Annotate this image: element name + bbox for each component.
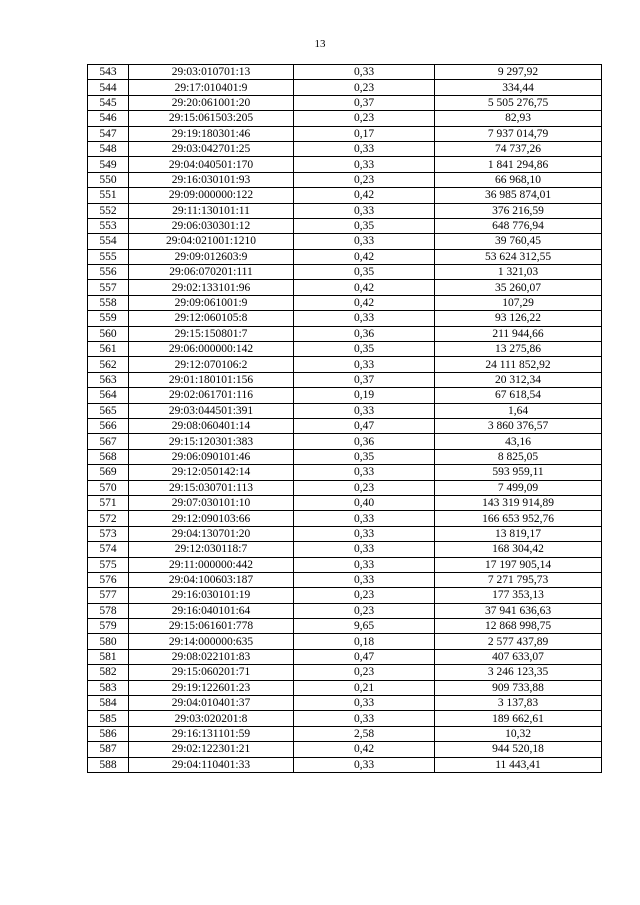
rate-cell: 0,33 <box>294 542 435 557</box>
amount-cell: 166 653 952,76 <box>435 511 602 526</box>
table-row <box>88 449 602 464</box>
row-number-cell: 544 <box>88 80 129 95</box>
cadastral-number-cell: 29:16:131101:59 <box>129 726 294 741</box>
row-number-cell: 555 <box>88 249 129 264</box>
cadastral-number-cell: 29:16:040101:64 <box>129 603 294 618</box>
table-row <box>88 588 602 603</box>
cadastral-number-cell: 29:06:070201:111 <box>129 265 294 280</box>
row-number-cell: 582 <box>88 665 129 680</box>
rate-cell: 0,33 <box>294 403 435 418</box>
amount-cell: 7 499,09 <box>435 480 602 495</box>
amount-cell: 143 319 914,89 <box>435 495 602 510</box>
table-row <box>88 372 602 387</box>
row-number-cell: 570 <box>88 480 129 495</box>
rate-cell: 0,33 <box>294 557 435 572</box>
row-number-cell: 545 <box>88 95 129 110</box>
rate-cell: 0,36 <box>294 434 435 449</box>
amount-cell: 107,29 <box>435 295 602 310</box>
table-row <box>88 141 602 156</box>
row-number-cell: 576 <box>88 572 129 587</box>
cadastral-number-cell: 29:06:000000:142 <box>129 342 294 357</box>
cadastral-number-cell: 29:09:061001:9 <box>129 295 294 310</box>
row-number-cell: 543 <box>88 65 129 80</box>
cadastral-number-cell: 29:15:030701:113 <box>129 480 294 495</box>
rate-cell: 0,18 <box>294 634 435 649</box>
table-row <box>88 465 602 480</box>
table-row <box>88 665 602 680</box>
cadastral-number-cell: 29:15:120301:383 <box>129 434 294 449</box>
rate-cell: 0,17 <box>294 126 435 141</box>
table-row <box>88 357 602 372</box>
cadastral-number-cell: 29:01:180101:156 <box>129 372 294 387</box>
rate-cell: 0,33 <box>294 65 435 80</box>
rate-cell: 0,33 <box>294 572 435 587</box>
row-number-cell: 569 <box>88 465 129 480</box>
cadastral-number-cell: 29:03:042701:25 <box>129 141 294 156</box>
page-number: 13 <box>314 38 326 50</box>
amount-cell: 82,93 <box>435 111 602 126</box>
rate-cell: 0,33 <box>294 511 435 526</box>
amount-cell: 10,32 <box>435 726 602 741</box>
table-row <box>88 188 602 203</box>
amount-cell: 5 505 276,75 <box>435 95 602 110</box>
cadastral-number-cell: 29:03:010701:13 <box>129 65 294 80</box>
row-number-cell: 585 <box>88 711 129 726</box>
cadastral-number-cell: 29:15:061503:205 <box>129 111 294 126</box>
table-row <box>88 311 602 326</box>
row-number-cell: 558 <box>88 295 129 310</box>
rate-cell: 0,47 <box>294 649 435 664</box>
rate-cell: 0,23 <box>294 172 435 187</box>
table-row <box>88 619 602 634</box>
amount-cell: 39 760,45 <box>435 234 602 249</box>
table-row <box>88 572 602 587</box>
amount-cell: 3 246 123,35 <box>435 665 602 680</box>
row-number-cell: 563 <box>88 372 129 387</box>
rate-cell: 0,42 <box>294 249 435 264</box>
row-number-cell: 565 <box>88 403 129 418</box>
cadastral-number-cell: 29:02:133101:96 <box>129 280 294 295</box>
cadastral-number-cell: 29:15:061601:778 <box>129 619 294 634</box>
amount-cell: 177 353,13 <box>435 588 602 603</box>
row-number-cell: 572 <box>88 511 129 526</box>
table-row <box>88 265 602 280</box>
amount-cell: 24 111 852,92 <box>435 357 602 372</box>
rate-cell: 0,36 <box>294 326 435 341</box>
table-row <box>88 388 602 403</box>
row-number-cell: 554 <box>88 234 129 249</box>
rate-cell: 0,37 <box>294 372 435 387</box>
rate-cell: 0,33 <box>294 157 435 172</box>
rate-cell: 0,42 <box>294 280 435 295</box>
rate-cell: 0,33 <box>294 757 435 772</box>
amount-cell: 1 321,03 <box>435 265 602 280</box>
rate-cell: 0,33 <box>294 711 435 726</box>
cadastral-number-cell: 29:12:050142:14 <box>129 465 294 480</box>
rate-cell: 0,35 <box>294 449 435 464</box>
amount-cell: 8 825,05 <box>435 449 602 464</box>
row-number-cell: 547 <box>88 126 129 141</box>
table-row <box>88 557 602 572</box>
amount-cell: 593 959,11 <box>435 465 602 480</box>
amount-cell: 1,64 <box>435 403 602 418</box>
table-row <box>88 480 602 495</box>
cadastral-number-cell: 29:03:020201:8 <box>129 711 294 726</box>
table-row <box>88 418 602 433</box>
rate-cell: 0,23 <box>294 665 435 680</box>
table-row <box>88 542 602 557</box>
table-row <box>88 249 602 264</box>
row-number-cell: 553 <box>88 218 129 233</box>
rate-cell: 2,58 <box>294 726 435 741</box>
amount-cell: 189 662,61 <box>435 711 602 726</box>
rate-cell: 0,33 <box>294 465 435 480</box>
amount-cell: 3 137,83 <box>435 696 602 711</box>
table-row <box>88 157 602 172</box>
cadastral-number-cell: 29:16:030101:19 <box>129 588 294 603</box>
rate-cell: 0,42 <box>294 188 435 203</box>
cadastral-number-cell: 29:03:044501:391 <box>129 403 294 418</box>
cadastral-number-cell: 29:04:130701:20 <box>129 526 294 541</box>
table-row <box>88 711 602 726</box>
row-number-cell: 575 <box>88 557 129 572</box>
rate-cell: 0,42 <box>294 742 435 757</box>
rate-cell: 0,21 <box>294 680 435 695</box>
amount-cell: 648 776,94 <box>435 218 602 233</box>
row-number-cell: 567 <box>88 434 129 449</box>
cadastral-number-cell: 29:20:061001:20 <box>129 95 294 110</box>
table-row <box>88 111 602 126</box>
rate-cell: 0,33 <box>294 311 435 326</box>
cadastral-number-cell: 29:12:060105:8 <box>129 311 294 326</box>
cadastral-number-cell: 29:04:100603:187 <box>129 572 294 587</box>
amount-cell: 74 737,26 <box>435 141 602 156</box>
rate-cell: 9,65 <box>294 619 435 634</box>
table-row <box>88 234 602 249</box>
row-number-cell: 551 <box>88 188 129 203</box>
table-row <box>88 742 602 757</box>
table-row <box>88 203 602 218</box>
table-body <box>88 65 602 773</box>
row-number-cell: 552 <box>88 203 129 218</box>
rate-cell: 0,33 <box>294 357 435 372</box>
amount-cell: 168 304,42 <box>435 542 602 557</box>
amount-cell: 11 443,41 <box>435 757 602 772</box>
cadastral-number-cell: 29:02:122301:21 <box>129 742 294 757</box>
amount-cell: 7 937 014,79 <box>435 126 602 141</box>
registry-table <box>87 64 602 773</box>
amount-cell: 66 968,10 <box>435 172 602 187</box>
rate-cell: 0,33 <box>294 696 435 711</box>
rate-cell: 0,47 <box>294 418 435 433</box>
amount-cell: 20 312,34 <box>435 372 602 387</box>
cadastral-number-cell: 29:11:000000:442 <box>129 557 294 572</box>
table-row <box>88 434 602 449</box>
row-number-cell: 548 <box>88 141 129 156</box>
cadastral-number-cell: 29:08:060401:14 <box>129 418 294 433</box>
cadastral-number-cell: 29:17:010401:9 <box>129 80 294 95</box>
rate-cell: 0,33 <box>294 203 435 218</box>
table-row <box>88 696 602 711</box>
cadastral-number-cell: 29:09:012603:9 <box>129 249 294 264</box>
rate-cell: 0,19 <box>294 388 435 403</box>
table-row <box>88 295 602 310</box>
amount-cell: 93 126,22 <box>435 311 602 326</box>
table-row <box>88 634 602 649</box>
table-row <box>88 218 602 233</box>
amount-cell: 211 944,66 <box>435 326 602 341</box>
row-number-cell: 584 <box>88 696 129 711</box>
row-number-cell: 568 <box>88 449 129 464</box>
row-number-cell: 556 <box>88 265 129 280</box>
table-row <box>88 495 602 510</box>
cadastral-number-cell: 29:06:090101:46 <box>129 449 294 464</box>
cadastral-number-cell: 29:04:010401:37 <box>129 696 294 711</box>
table-row <box>88 757 602 772</box>
rate-cell: 0,23 <box>294 603 435 618</box>
table-row <box>88 342 602 357</box>
rate-cell: 0,33 <box>294 141 435 156</box>
table-row <box>88 511 602 526</box>
rate-cell: 0,33 <box>294 234 435 249</box>
row-number-cell: 588 <box>88 757 129 772</box>
amount-cell: 407 633,07 <box>435 649 602 664</box>
row-number-cell: 550 <box>88 172 129 187</box>
table-row <box>88 126 602 141</box>
cadastral-number-cell: 29:09:000000:122 <box>129 188 294 203</box>
cadastral-number-cell: 29:02:061701:116 <box>129 388 294 403</box>
amount-cell: 909 733,88 <box>435 680 602 695</box>
amount-cell: 944 520,18 <box>435 742 602 757</box>
row-number-cell: 574 <box>88 542 129 557</box>
rate-cell: 0,35 <box>294 265 435 280</box>
row-number-cell: 580 <box>88 634 129 649</box>
cadastral-number-cell: 29:07:030101:10 <box>129 495 294 510</box>
row-number-cell: 559 <box>88 311 129 326</box>
table-row <box>88 80 602 95</box>
amount-cell: 13 819,17 <box>435 526 602 541</box>
cadastral-number-cell: 29:16:030101:93 <box>129 172 294 187</box>
row-number-cell: 557 <box>88 280 129 295</box>
table-row <box>88 403 602 418</box>
row-number-cell: 573 <box>88 526 129 541</box>
table-row <box>88 172 602 187</box>
amount-cell: 12 868 998,75 <box>435 619 602 634</box>
row-number-cell: 562 <box>88 357 129 372</box>
table-row <box>88 726 602 741</box>
amount-cell: 67 618,54 <box>435 388 602 403</box>
rate-cell: 0,40 <box>294 495 435 510</box>
row-number-cell: 583 <box>88 680 129 695</box>
amount-cell: 9 297,92 <box>435 65 602 80</box>
cadastral-number-cell: 29:15:150801:7 <box>129 326 294 341</box>
amount-cell: 36 985 874,01 <box>435 188 602 203</box>
amount-cell: 17 197 905,14 <box>435 557 602 572</box>
amount-cell: 2 577 437,89 <box>435 634 602 649</box>
table-row <box>88 280 602 295</box>
amount-cell: 3 860 376,57 <box>435 418 602 433</box>
amount-cell: 1 841 294,86 <box>435 157 602 172</box>
rate-cell: 0,42 <box>294 295 435 310</box>
amount-cell: 37 941 636,63 <box>435 603 602 618</box>
cadastral-number-cell: 29:12:090103:66 <box>129 511 294 526</box>
row-number-cell: 549 <box>88 157 129 172</box>
cadastral-number-cell: 29:19:180301:46 <box>129 126 294 141</box>
table-row <box>88 526 602 541</box>
row-number-cell: 564 <box>88 388 129 403</box>
amount-cell: 334,44 <box>435 80 602 95</box>
row-number-cell: 578 <box>88 603 129 618</box>
cadastral-number-cell: 29:08:022101:83 <box>129 649 294 664</box>
amount-cell: 43,16 <box>435 434 602 449</box>
table-row <box>88 649 602 664</box>
rate-cell: 0,37 <box>294 95 435 110</box>
table-row <box>88 326 602 341</box>
amount-cell: 53 624 312,55 <box>435 249 602 264</box>
rate-cell: 0,33 <box>294 526 435 541</box>
rate-cell: 0,23 <box>294 80 435 95</box>
row-number-cell: 571 <box>88 495 129 510</box>
amount-cell: 376 216,59 <box>435 203 602 218</box>
amount-cell: 35 260,07 <box>435 280 602 295</box>
cadastral-number-cell: 29:04:021001:1210 <box>129 234 294 249</box>
cadastral-number-cell: 29:12:030118:7 <box>129 542 294 557</box>
row-number-cell: 560 <box>88 326 129 341</box>
cadastral-number-cell: 29:14:000000:635 <box>129 634 294 649</box>
table-row <box>88 65 602 80</box>
table-row <box>88 95 602 110</box>
amount-cell: 7 271 795,73 <box>435 572 602 587</box>
row-number-cell: 586 <box>88 726 129 741</box>
cadastral-number-cell: 29:04:110401:33 <box>129 757 294 772</box>
table-row <box>88 603 602 618</box>
rate-cell: 0,35 <box>294 342 435 357</box>
row-number-cell: 581 <box>88 649 129 664</box>
row-number-cell: 579 <box>88 619 129 634</box>
row-number-cell: 587 <box>88 742 129 757</box>
rate-cell: 0,23 <box>294 111 435 126</box>
rate-cell: 0,23 <box>294 588 435 603</box>
row-number-cell: 577 <box>88 588 129 603</box>
rate-cell: 0,35 <box>294 218 435 233</box>
cadastral-number-cell: 29:12:070106:2 <box>129 357 294 372</box>
cadastral-number-cell: 29:19:122601:23 <box>129 680 294 695</box>
row-number-cell: 566 <box>88 418 129 433</box>
cadastral-number-cell: 29:06:030301:12 <box>129 218 294 233</box>
row-number-cell: 561 <box>88 342 129 357</box>
cadastral-number-cell: 29:15:060201:71 <box>129 665 294 680</box>
table-row <box>88 680 602 695</box>
rate-cell: 0,23 <box>294 480 435 495</box>
cadastral-number-cell: 29:04:040501:170 <box>129 157 294 172</box>
row-number-cell: 546 <box>88 111 129 126</box>
amount-cell: 13 275,86 <box>435 342 602 357</box>
cadastral-number-cell: 29:11:130101:11 <box>129 203 294 218</box>
